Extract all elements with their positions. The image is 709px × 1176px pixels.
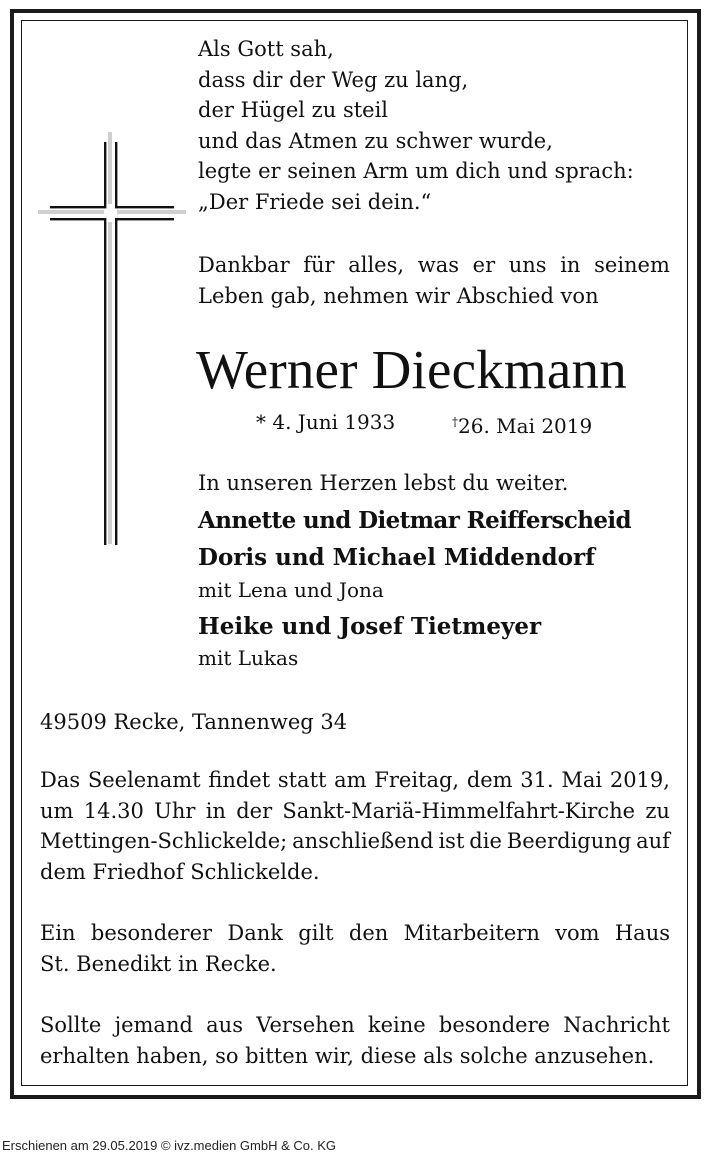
word: 2019,	[609, 768, 670, 792]
word: besonderer	[90, 921, 213, 945]
poem-line: „Der Friede sei dein.“	[198, 189, 432, 214]
word: aus	[206, 1013, 243, 1037]
mourner-sub: mit Lena und Jona	[198, 578, 384, 602]
notice-text	[40, 1010, 670, 1071]
word: jemand	[114, 1013, 193, 1037]
service-line	[40, 765, 670, 796]
thanks-line: Leben gab, nehmen wir Abschied von	[198, 283, 599, 308]
word: Ein	[40, 921, 76, 945]
death-symbol: †	[452, 415, 458, 429]
word: keine	[367, 1013, 426, 1037]
word: die	[469, 829, 502, 853]
word: in	[205, 798, 226, 823]
word: vom	[555, 921, 600, 945]
cross-icon	[38, 130, 188, 550]
birth-symbol: *	[256, 410, 266, 434]
dank-line-last: St. Benedikt in Recke.	[40, 951, 277, 976]
deceased-name: Werner Dieckmann	[196, 339, 627, 400]
word: Mettingen-Schlickelde;	[40, 829, 288, 853]
poem-line: Als Gott sah,	[198, 37, 334, 61]
word: Freitag,	[374, 768, 460, 792]
word: Beerdigung	[506, 829, 632, 853]
thanks-line-justified	[198, 250, 670, 281]
word: uns	[508, 253, 547, 277]
word: statt	[277, 768, 327, 792]
death-date	[452, 407, 592, 441]
word: Das	[40, 768, 81, 792]
mourner-names: Annette und Dietmar Reifferscheid	[198, 507, 632, 534]
word: am	[334, 768, 367, 792]
heart-line: In unseren Herzen lebst du weiter.	[198, 471, 569, 495]
word: was	[417, 253, 459, 277]
poem-line: der Hügel zu steil	[198, 98, 389, 122]
word: Haus	[614, 921, 670, 945]
mourner-names: Heike und Josef Tietmeyer	[198, 613, 542, 640]
word: 14.30	[83, 798, 144, 823]
notice-line	[40, 1010, 670, 1041]
word: alles,	[348, 253, 405, 277]
word: Versehen	[256, 1013, 355, 1037]
word: Dankbar	[198, 253, 290, 277]
word: besondere	[438, 1013, 551, 1037]
word: ist	[438, 829, 465, 853]
birth-date	[256, 407, 395, 437]
word: der	[236, 798, 273, 823]
thanks-text	[198, 250, 670, 311]
poem	[198, 34, 678, 217]
death-date-text: 26. Mai 2019	[458, 414, 593, 438]
word: Nachricht	[563, 1013, 670, 1037]
word: dem	[466, 768, 513, 792]
poem-line: und das Atmen zu schwer wurde,	[198, 128, 553, 153]
word: Mai	[561, 768, 603, 792]
word: Dank	[227, 921, 283, 945]
word: in	[560, 253, 581, 277]
word: 31.	[520, 768, 554, 792]
word: auf	[636, 829, 670, 853]
address: 49509 Recke, Tannenweg 34	[40, 710, 348, 734]
word: gilt	[298, 921, 334, 945]
service-line	[40, 826, 670, 857]
word: Seelenamt	[87, 768, 201, 792]
word: anschließend	[292, 829, 434, 853]
service-line-last: dem Friedhof Schlickelde.	[40, 859, 320, 884]
word: seinem	[594, 253, 670, 277]
word: Uhr	[154, 798, 196, 823]
word: zu	[645, 798, 670, 823]
service-line	[40, 796, 670, 827]
word: für	[303, 253, 335, 277]
poem-line: legte er seinen Arm um dich und sprach:	[198, 159, 634, 183]
mourner-names: Doris und Michael Middendorf	[198, 544, 595, 571]
birth-date-text: 4. Juni 1933	[272, 410, 396, 434]
publication-footer: Erschienen am 29.05.2019 © ivz.medien GmbH & Co. KG	[2, 1138, 337, 1153]
word: Sollte	[40, 1013, 102, 1037]
mourner-sub: mit Lukas	[198, 646, 299, 670]
word: findet	[208, 768, 271, 792]
notice-line-last: erhalten haben, so bitten wir, diese als solche anzusehen.	[40, 1043, 655, 1068]
thanks-staff	[40, 918, 670, 979]
service-info	[40, 765, 670, 887]
word: Sankt-Mariä-Himmelfahrt-Kirche	[282, 798, 636, 823]
poem-line: dass dir der Weg zu lang,	[198, 67, 469, 92]
word: Mitarbeitern	[403, 921, 540, 945]
word: um	[40, 798, 74, 823]
word: er	[472, 253, 496, 277]
word: den	[348, 921, 389, 945]
dank-line	[40, 918, 670, 949]
